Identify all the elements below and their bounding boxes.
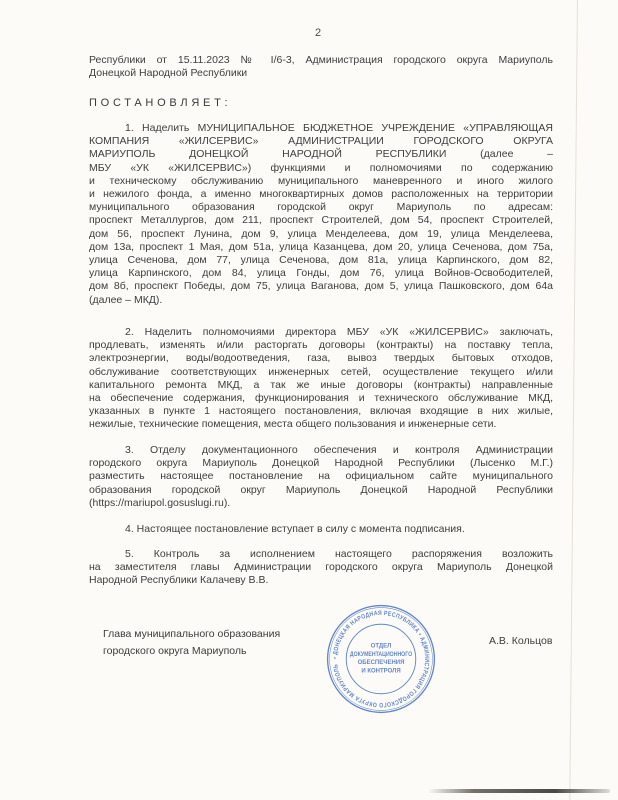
text-line: капитального ремонта МКД, а так же иные договоры (контракты) направленные (89, 378, 553, 391)
text-line: дом 56, проспект Лунина, дом 9, улица Менделеева, дом 19, улица Менделеева, (89, 227, 553, 240)
text-line: проспект Металлургов, дом 211, проспект Строителей, дом 54, проспект Строителей, (89, 214, 553, 227)
text-line: обслуживание соответствующих инженерных сетей, осуществление текущего и/или (89, 365, 553, 378)
signature-title (103, 626, 280, 660)
official-stamp-icon (325, 603, 437, 715)
signatory-name: А.В. Кольцов (489, 635, 553, 647)
svg-text:ОБЕСПЕЧЕНИЯ: ОБЕСПЕЧЕНИЯ (357, 660, 405, 667)
text-line: дом 13а, проспект 1 Мая, дом 51а, улица Казанцева, дом 20, улица Сеченова, дом 75а, (89, 240, 553, 253)
text-line: Глава муниципального образования (103, 628, 281, 640)
text-line: и нежилого фонда, а именно многоквартирных домов расположенных на территории (89, 188, 553, 201)
text-line: Народной Республики Калачеву В.В. (89, 574, 269, 587)
header-paragraph (89, 54, 553, 80)
text-line: 2. Наделить полномочиями директора МБУ «УК «ЖИЛСЕРВИС» заключать, (125, 326, 553, 338)
text-line: разместить настоящее постановление на официальном сайте муниципального (89, 470, 553, 483)
text-line: 3. Отделу документационного обеспечения и контроля Администрации (125, 444, 553, 456)
svg-text:И КОНТРОЛЯ: И КОНТРОЛЯ (361, 668, 401, 675)
text-line: дом 8б, проспект Победы, дом 75, улица Ваганова, дом 5, улица Пашковского, дом 64а (89, 280, 553, 293)
text-line: городского округа Мариуполь Донецкой Народной Республики (Лысенко М.Г.) (89, 457, 553, 470)
stamp-ring-text: • ДОНЕЦКАЯ НАРОДНАЯ РЕСПУБЛИКА • АДМИНИСТРАЦИЯ ГОРОДСКОГО ОКРУГА МАРИУПОЛЬ (331, 609, 431, 709)
text-line: 5. Контроль за исполнением настоящего распоряжения возложить (125, 548, 553, 560)
text-line: МАРИУПОЛЬ ДОНЕЦКОЙ НАРОДНОЙ РЕСПУБЛИКИ (далее – (89, 148, 553, 161)
stamp-center-text (350, 644, 413, 675)
text-line: и техническому обслуживанию муниципального маневренного и иного жилого (89, 174, 553, 187)
svg-text:ОТДЕЛ: ОТДЕЛ (370, 643, 392, 650)
text-line: электроэнергии, воды/водоотведения, газа, вывоз твердых бытовых отходов, (89, 352, 553, 365)
paragraph-3 (89, 444, 553, 510)
text-line: улица Сеченова, дом 77, улица Сеченова, дом 81а, улица Карпинского, дом 82, (89, 254, 553, 267)
text-line: (далее – МКД). (89, 293, 163, 306)
text-line: 1. Наделить МУНИЦИПАЛЬНОЕ БЮДЖЕТНОЕ УЧРЕЖДЕНИЕ «УПРАВЛЯЮЩАЯ (125, 122, 553, 134)
text-line: продлевать, изменять и/или расторгать договоры (контракты) на поставку тепла, (89, 339, 553, 352)
text-line: муниципального образования городской округ Мариуполь по адресам: (89, 201, 553, 214)
text-line: Республики от 15.11.2023 № I/6-3, Администрация городского округа Мариуполь (89, 54, 553, 66)
text-line: на заместителя главы Администрации городского округа Мариуполь Донецкой (89, 561, 553, 574)
paragraph-4 (89, 523, 553, 536)
text-line: КОМПАНИЯ «ЖИЛСЕРВИС» АДМИНИСТРАЦИИ ГОРОДСКОГО ОКРУГА (89, 135, 553, 148)
text-line: (https://mariupol.gosuslugi.ru). (89, 496, 231, 509)
text-line: образования городской округ Мариуполь Донецкой Народной Республики (89, 483, 553, 496)
text-line: указанных в пункте 1 настоящего постановления, включая входящие в них жилые, (89, 405, 553, 418)
text-line: 4. Настоящее постановление вступает в силу с момента подписания. (125, 523, 465, 535)
text-line: нежилые, технические помещения, места общего пользования и инженерные сети. (89, 418, 497, 431)
text-line: МБУ «УК «ЖИЛСЕРВИС») функциями и полномочиями по содержанию (89, 161, 553, 174)
text-line: Донецкой Народной Республики (89, 67, 248, 80)
svg-text:ДОКУМЕНТАЦИОННОГО: ДОКУМЕНТАЦИОННОГО (349, 651, 413, 658)
paragraph-2 (89, 326, 553, 432)
paragraph-1 (89, 122, 553, 307)
page-number: 2 (314, 27, 322, 39)
decree-verb: ПОСТАНОВЛЯЕТ: (89, 97, 232, 109)
text-line: городского округа Мариуполь (103, 645, 247, 657)
scan-edge-line (569, 0, 578, 800)
scan-bottom-shadow (428, 789, 610, 793)
text-line: улица Карпинского, дом 84, улица Гонды, дом 76, улица Войнов-Освободителей, (89, 267, 553, 280)
text-line: на обеспечение содержания, функционирования и технического обслуживание МКД, (89, 392, 553, 405)
paragraph-5 (89, 548, 553, 588)
